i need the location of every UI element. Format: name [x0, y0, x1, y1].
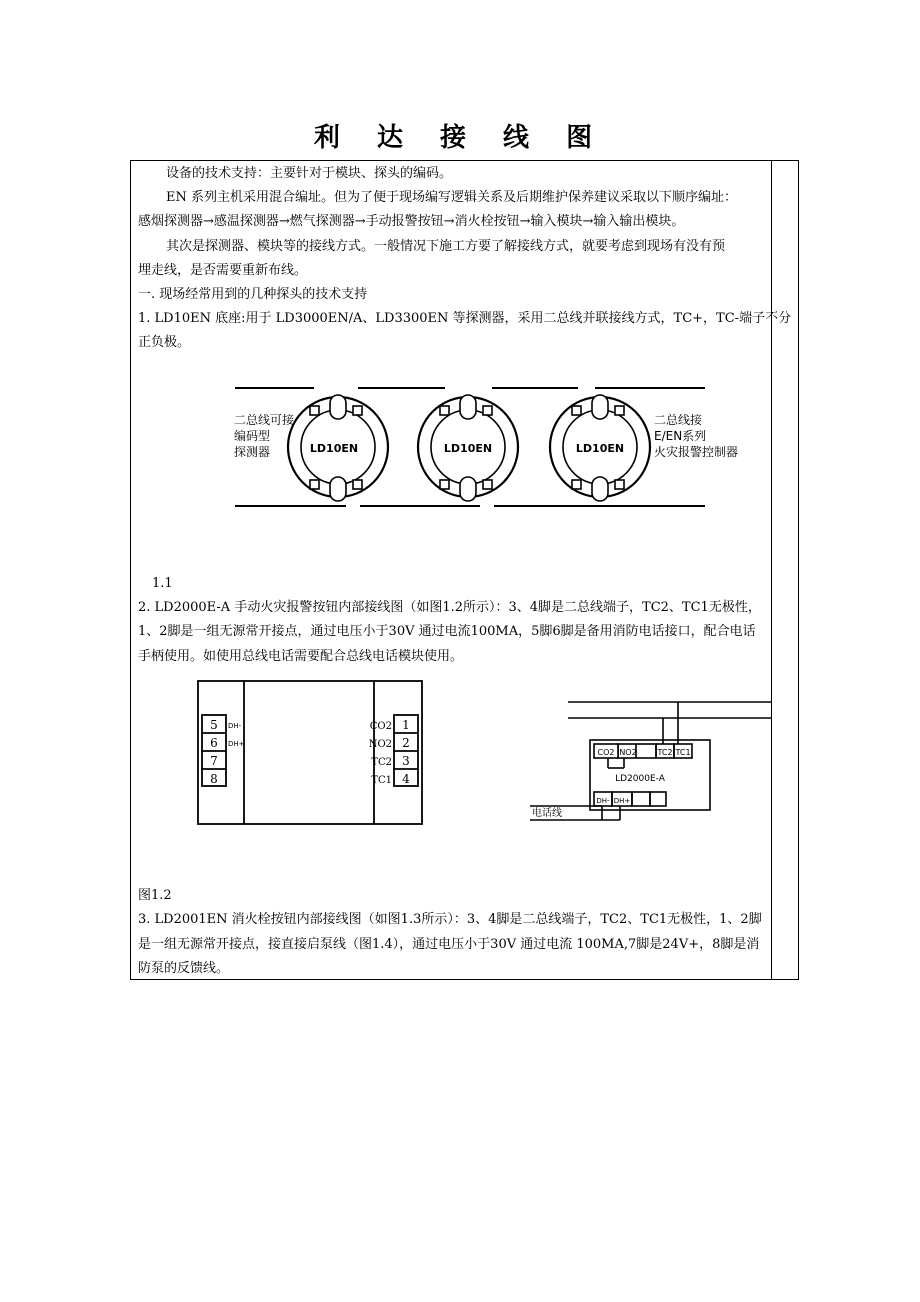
- left-pin-5: 5: [210, 718, 218, 732]
- wiring-paragraph-line1: 其次是探测器、模块等的接线方式。一般情况下施工方要了解接线方式，就要考虑到现场有没有预: [166, 239, 726, 254]
- right-pin-2: 2: [402, 736, 410, 750]
- right-label-co2: CO2: [369, 721, 392, 732]
- right-pin-1: 1: [402, 718, 410, 732]
- section-heading: 一. 现场经常用到的几种探头的技术支持: [138, 287, 368, 302]
- left-label-line2: 编码型: [234, 429, 271, 443]
- right-label-no2: NO2: [368, 739, 392, 750]
- wiring-model-label: LD2000E-A: [615, 774, 665, 784]
- base-label-2: LD10EN: [443, 442, 493, 455]
- figure-1-1-diagram: [230, 378, 739, 513]
- wiring-cell-tc2: TC2: [657, 748, 673, 757]
- item1-line1: 1. LD10EN 底座:用于 LD3000EN/A、LD3300EN 等探测器，采用二总线并联接线方式，TC+，TC-端子不分: [138, 311, 792, 326]
- left-label-line3: 探测器: [234, 445, 271, 459]
- wiring-cell-dh-minus: DH-: [596, 797, 610, 805]
- wiring-paragraph-line2: 埋走线，是否需要重新布线。: [138, 263, 308, 278]
- right-label-tc1: TC1: [371, 775, 392, 786]
- wiring-cell-dh-plus: DH+: [613, 797, 631, 805]
- figure-1-2-wiring-diagram: [528, 696, 772, 826]
- item3-line2: 是一组无源常开接点，接直接启泵线（图1.4），通过电压小于30V 通过电流 100MA,7脚是24V+，8脚是消: [138, 937, 760, 952]
- left-label-line1: 二总线可接: [234, 413, 295, 427]
- intro-paragraph: 设备的技术支持：主要针对于模块、探头的编码。: [166, 166, 453, 181]
- figure-1-1-caption: 1.1: [152, 576, 173, 591]
- item2-line3: 手柄使用。如使用总线电话需要配合总线电话模块使用。: [138, 649, 464, 664]
- item1-line2: 正负极。: [138, 335, 191, 350]
- item2-line2: 1、2脚是一组无源常开接点，通过电压小于30V 通过电流100MA，5脚6脚是备用消防电话接口，配合电话: [138, 624, 756, 639]
- left-pin-6: 6: [210, 736, 218, 750]
- base-label-1: LD10EN: [309, 442, 359, 455]
- wiring-cell-tc1: TC1: [675, 748, 691, 757]
- left-pin-7: 7: [210, 754, 218, 768]
- right-pin-4: 4: [402, 772, 410, 786]
- base-label-3: LD10EN: [575, 442, 625, 455]
- addressing-paragraph-line1: EN 系列主机采用混合编址。但为了便于现场编写逻辑关系及后期维护保养建议采取以下顺序编址：: [166, 190, 737, 205]
- frame-divider: [771, 160, 772, 980]
- wiring-cell-no2: NO2: [619, 748, 637, 757]
- right-label-line1: 二总线接: [654, 413, 703, 427]
- page-title: 利 达 接 线 图: [313, 123, 607, 153]
- right-label-line2: E/EN系列: [654, 429, 707, 443]
- right-label-line3: 火灾报警控制器: [654, 445, 739, 459]
- right-pin-3: 3: [402, 754, 410, 768]
- item2-line1: 2. LD2000E-A 手动火灾报警按钮内部接线图（如图1.2所示）：3、4脚是二总线端子，TC2、TC1无极性，: [138, 600, 761, 615]
- wiring-cell-co2: CO2: [597, 748, 615, 757]
- figure-1-2-terminal-layout: [196, 679, 426, 828]
- addressing-paragraph-line2: 感烟探测器→感温探测器→燃气探测器→手动报警按钮→消火栓按钮→输入模块→输入输出模块。: [138, 214, 685, 229]
- left-pin-8: 8: [210, 772, 218, 786]
- item3-line3: 防泵的反馈线。: [138, 961, 230, 976]
- item3-line1: 3. LD2001EN 消火栓按钮内部接线图（如图1.3所示）：3、4脚是二总线端子，TC2、TC1无极性，1、2脚: [138, 912, 762, 927]
- phone-line-label: 电话线: [532, 808, 562, 819]
- right-label-tc2: TC2: [371, 757, 392, 768]
- left-mark-dh-minus: DH-: [228, 722, 242, 730]
- figure-1-2-caption: 图1.2: [138, 888, 172, 903]
- left-mark-dh-plus: DH+: [228, 740, 245, 748]
